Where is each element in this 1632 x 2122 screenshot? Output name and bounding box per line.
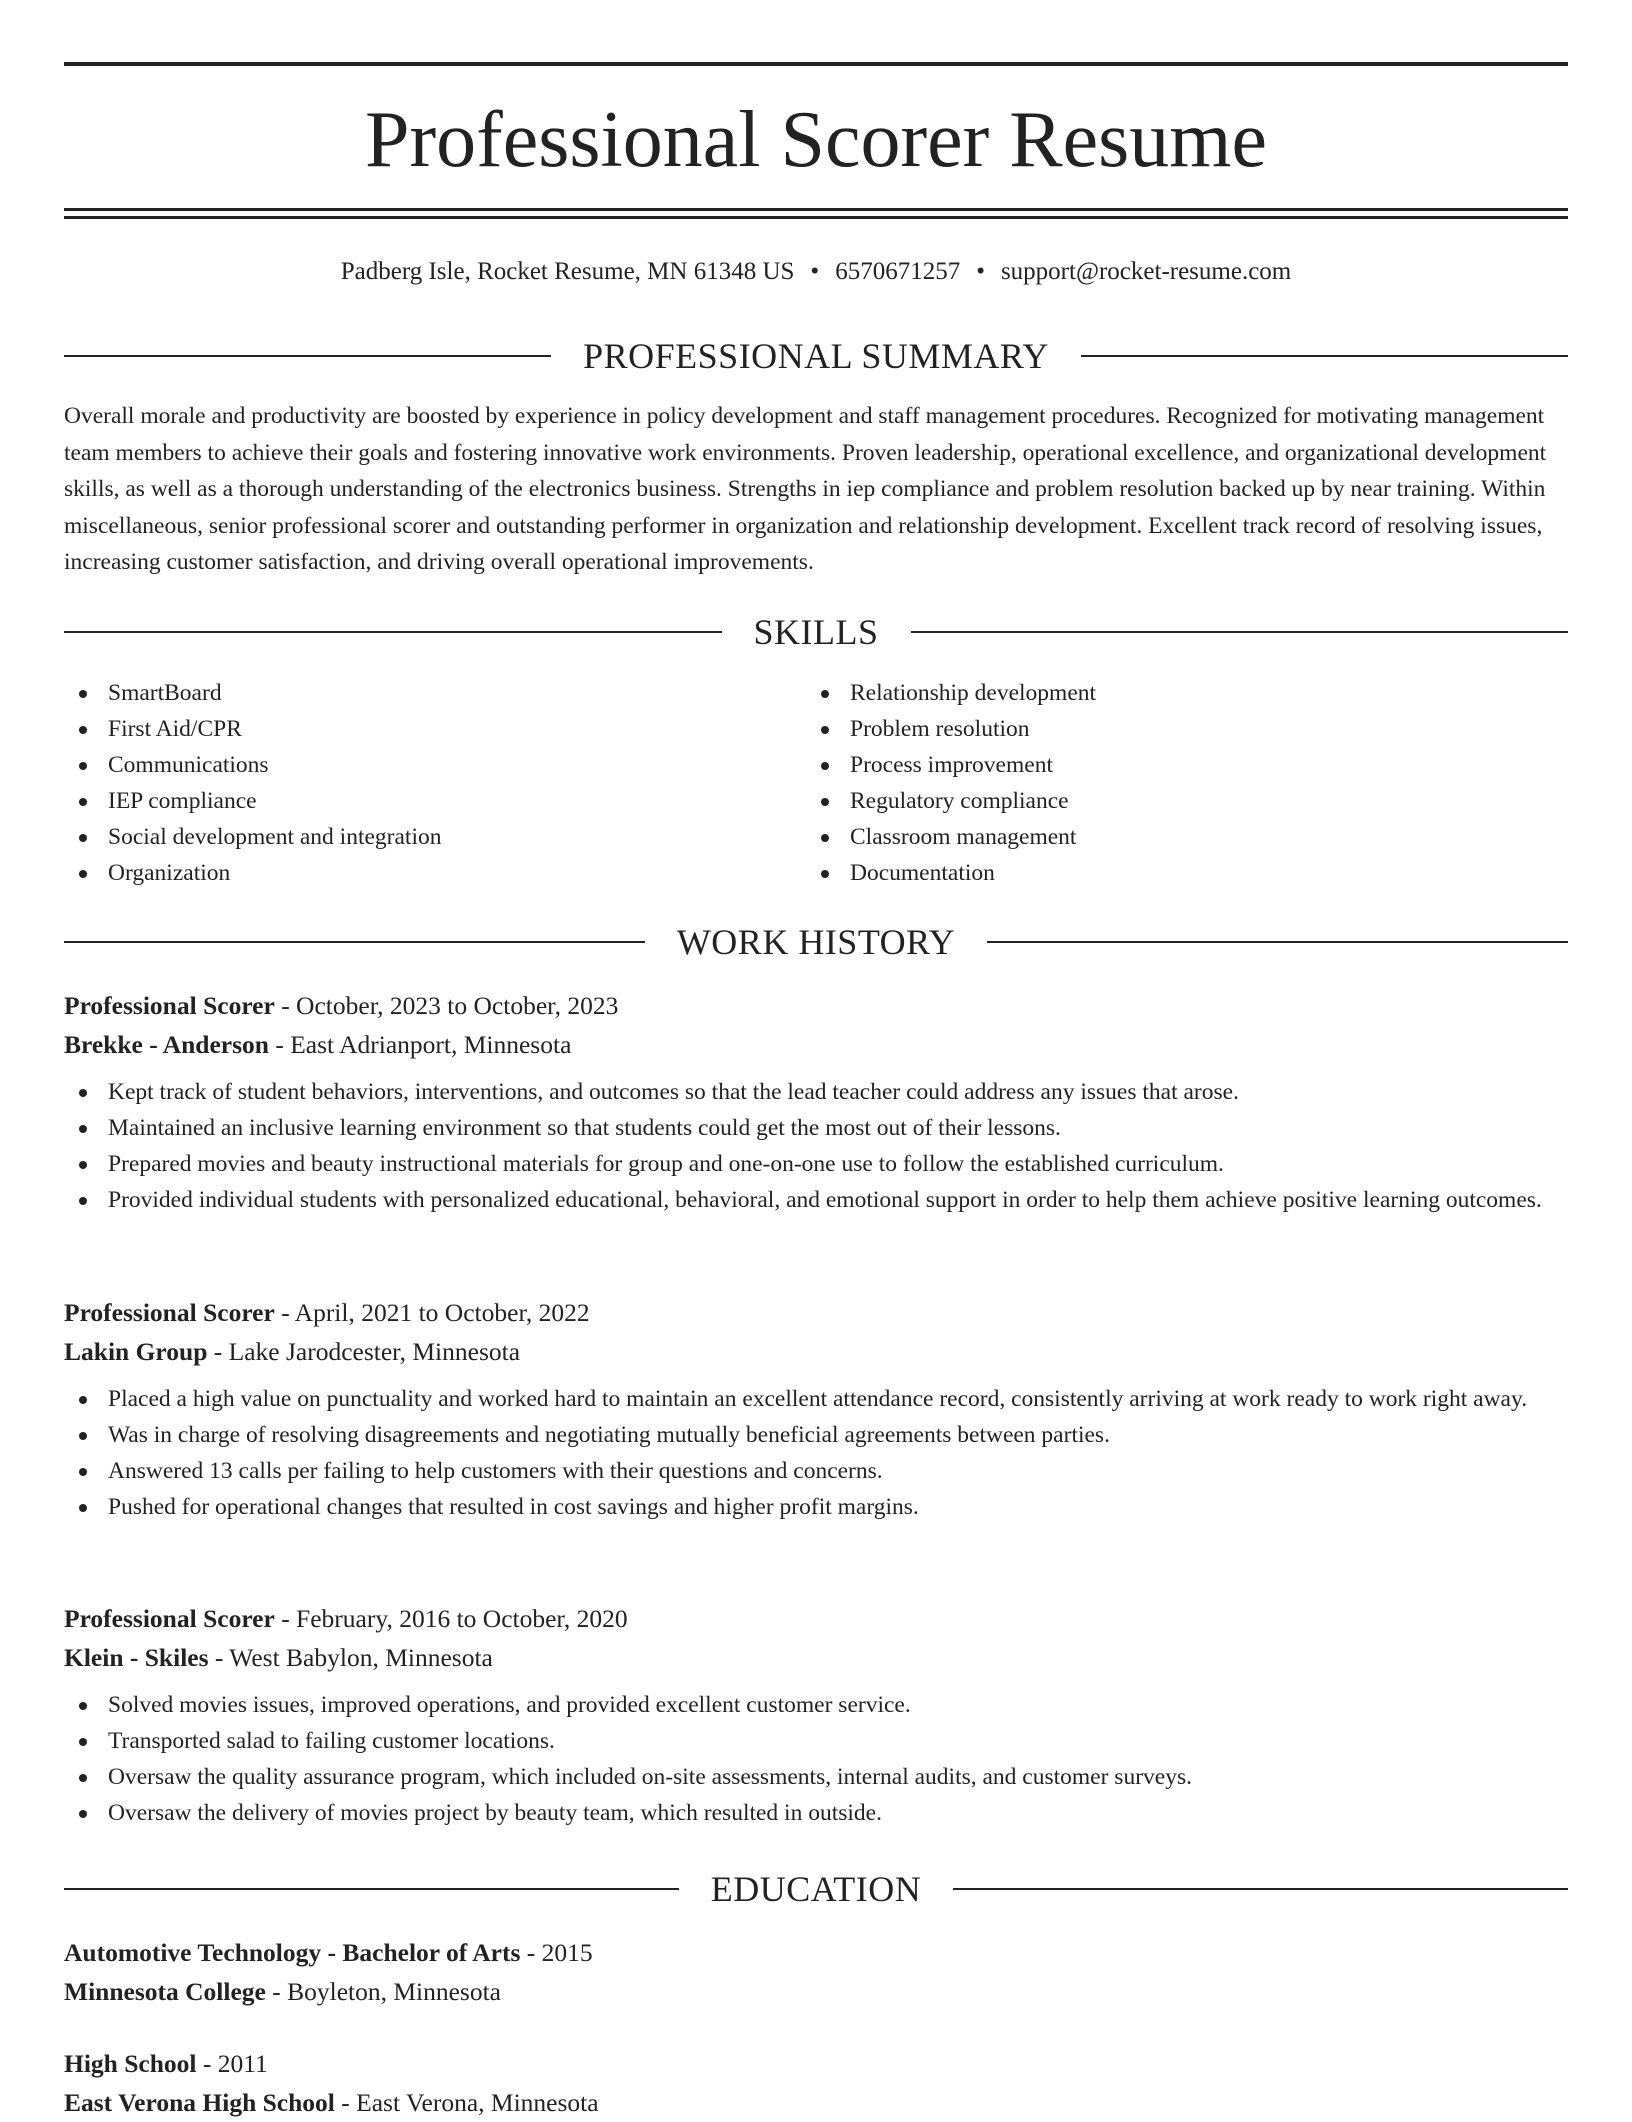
section-rule	[911, 631, 1569, 633]
skill-item: Organization	[64, 855, 764, 891]
section-rule	[1081, 355, 1568, 357]
job-dates: - April, 2021 to October, 2022	[274, 1298, 590, 1327]
skill-item: IEP compliance	[64, 783, 764, 819]
job-entry	[64, 1293, 1568, 1525]
skill-item: SmartBoard	[64, 675, 764, 711]
title-double-rule-lower	[64, 216, 1568, 219]
job-bullet: Oversaw the quality assurance program, which included on-site assessments, internal audits, and customer surveys.	[64, 1759, 1568, 1795]
job-company: Brekke - Anderson	[64, 1030, 269, 1059]
section-rule	[953, 1888, 1568, 1890]
skill-item: Social development and integration	[64, 819, 764, 855]
job-bullet: Provided individual students with personalized educational, behavioral, and emotional support in order to help them achieve positive learning outcomes.	[64, 1182, 1568, 1218]
job-bullet: Was in charge of resolving disagreements and negotiating mutually beneficial agreements between parties.	[64, 1417, 1568, 1453]
education-location: - East Verona, Minnesota	[334, 2088, 599, 2117]
top-rule	[64, 62, 1568, 66]
work-heading: WORK HISTORY	[676, 922, 956, 962]
education-year: - 2015	[520, 1938, 593, 1967]
summary-section-header	[64, 334, 1568, 378]
skill-item: Problem resolution	[806, 711, 1506, 747]
job-bullet: Kept track of student behaviors, interventions, and outcomes so that the lead teacher could address any issues that arose.	[64, 1074, 1568, 1110]
page-title: Professional Scorer Resume	[364, 96, 1268, 184]
job-bullet: Solved movies issues, improved operations, and provided excellent customer service.	[64, 1687, 1568, 1723]
education-year: - 2011	[196, 2049, 268, 2078]
summary-heading: PROFESSIONAL SUMMARY	[583, 336, 1049, 376]
job-company-line	[64, 1332, 1568, 1371]
summary-text: Overall morale and productivity are boosted by experience in policy development and staff management procedures. Recognized for motivating management team members to achieve their goals and fostering innovative work environments. Proven leadership, operational excellence, and organizational development skills, as well as a thorough understanding of the electronics business. Strengths in iep compliance and problem resolution backed up by near training. Within miscellaneous, senior professional scorer and outstanding performer in organization and relationship development. Excellent track record of resolving issues, increasing customer satisfaction, and driving overall operational improvements.	[64, 403, 1547, 575]
education-section-header	[64, 1867, 1568, 1911]
title-double-rule-upper	[64, 208, 1568, 211]
job-dates: - February, 2016 to October, 2020	[274, 1604, 628, 1633]
section-rule	[987, 941, 1568, 943]
education-degree: Automotive Technology - Bachelor of Arts	[64, 1938, 521, 1967]
education-entry	[64, 1933, 1568, 2011]
job-company-line	[64, 1025, 1568, 1064]
job-company: Lakin Group	[64, 1337, 208, 1366]
education-school: East Verona High School	[64, 2088, 335, 2117]
job-bullets	[64, 1687, 1568, 1831]
skill-item: Documentation	[806, 855, 1506, 891]
job-bullet: Pushed for operational changes that resulted in cost savings and higher profit margins.	[64, 1489, 1568, 1525]
job-company-line	[64, 1638, 1568, 1677]
job-bullet: Maintained an inclusive learning environment so that students could get the most out of their lessons.	[64, 1110, 1568, 1146]
skills-heading: SKILLS	[753, 612, 879, 652]
job-bullet: Prepared movies and beauty instructional materials for group and one-on-one use to follow the established curriculum.	[64, 1146, 1568, 1182]
skills-list-left	[64, 675, 764, 891]
skills-section-header	[64, 610, 1568, 654]
job-company: Klein - Skiles	[64, 1643, 209, 1672]
job-title-line	[64, 1599, 1568, 1638]
skill-item: Communications	[64, 747, 764, 783]
job-location: - East Adrianport, Minnesota	[268, 1030, 572, 1059]
contact-separator: •	[976, 258, 985, 285]
job-location: - West Babylon, Minnesota	[208, 1643, 493, 1672]
job-title-line	[64, 1293, 1568, 1332]
education-school-line	[64, 2083, 1568, 2122]
contact-phone: 6570671257	[835, 258, 961, 285]
education-degree-line	[64, 1933, 1568, 1972]
job-bullet: Placed a high value on punctuality and worked hard to maintain an excellent attendance record, consistently arriving at work ready to work right away.	[64, 1381, 1568, 1417]
work-section-header	[64, 920, 1568, 964]
job-title: Professional Scorer	[64, 991, 275, 1020]
skill-item: Relationship development	[806, 675, 1506, 711]
contact-separator: •	[810, 258, 820, 285]
job-title: Professional Scorer	[64, 1298, 275, 1327]
education-degree: High School	[64, 2049, 197, 2078]
skill-item: Regulatory compliance	[806, 783, 1506, 819]
job-location: - Lake Jarodcester, Minnesota	[207, 1337, 521, 1366]
skill-item: Process improvement	[806, 747, 1506, 783]
education-heading: EDUCATION	[710, 1869, 922, 1909]
education-school-line	[64, 1972, 1568, 2011]
job-entry	[64, 1599, 1568, 1831]
section-rule	[64, 631, 722, 633]
section-rule	[64, 1888, 679, 1890]
job-title: Professional Scorer	[64, 1604, 275, 1633]
section-rule	[64, 355, 551, 357]
skills-list-right	[806, 675, 1506, 891]
education-school: Minnesota College	[64, 1977, 266, 2006]
education-location: - Boyleton, Minnesota	[265, 1977, 501, 2006]
contact-email: support@rocket-resume.com	[1000, 258, 1292, 285]
education-entry	[64, 2044, 1568, 2122]
job-bullets	[64, 1381, 1568, 1525]
job-entry	[64, 986, 1568, 1218]
job-title-line	[64, 986, 1568, 1025]
contact-line	[64, 252, 1568, 292]
job-bullets	[64, 1074, 1568, 1218]
job-bullet: Transported salad to failing customer locations.	[64, 1723, 1568, 1759]
job-dates: - October, 2023 to October, 2023	[274, 991, 619, 1020]
skill-item: First Aid/CPR	[64, 711, 764, 747]
contact-address: Padberg Isle, Rocket Resume, MN 61348 US	[340, 258, 795, 285]
job-bullet: Oversaw the delivery of movies project by beauty team, which resulted in outside.	[64, 1795, 1568, 1831]
education-degree-line	[64, 2044, 1568, 2083]
section-rule	[64, 941, 645, 943]
job-bullet: Answered 13 calls per failing to help customers with their questions and concerns.	[64, 1453, 1568, 1489]
skill-item: Classroom management	[806, 819, 1506, 855]
